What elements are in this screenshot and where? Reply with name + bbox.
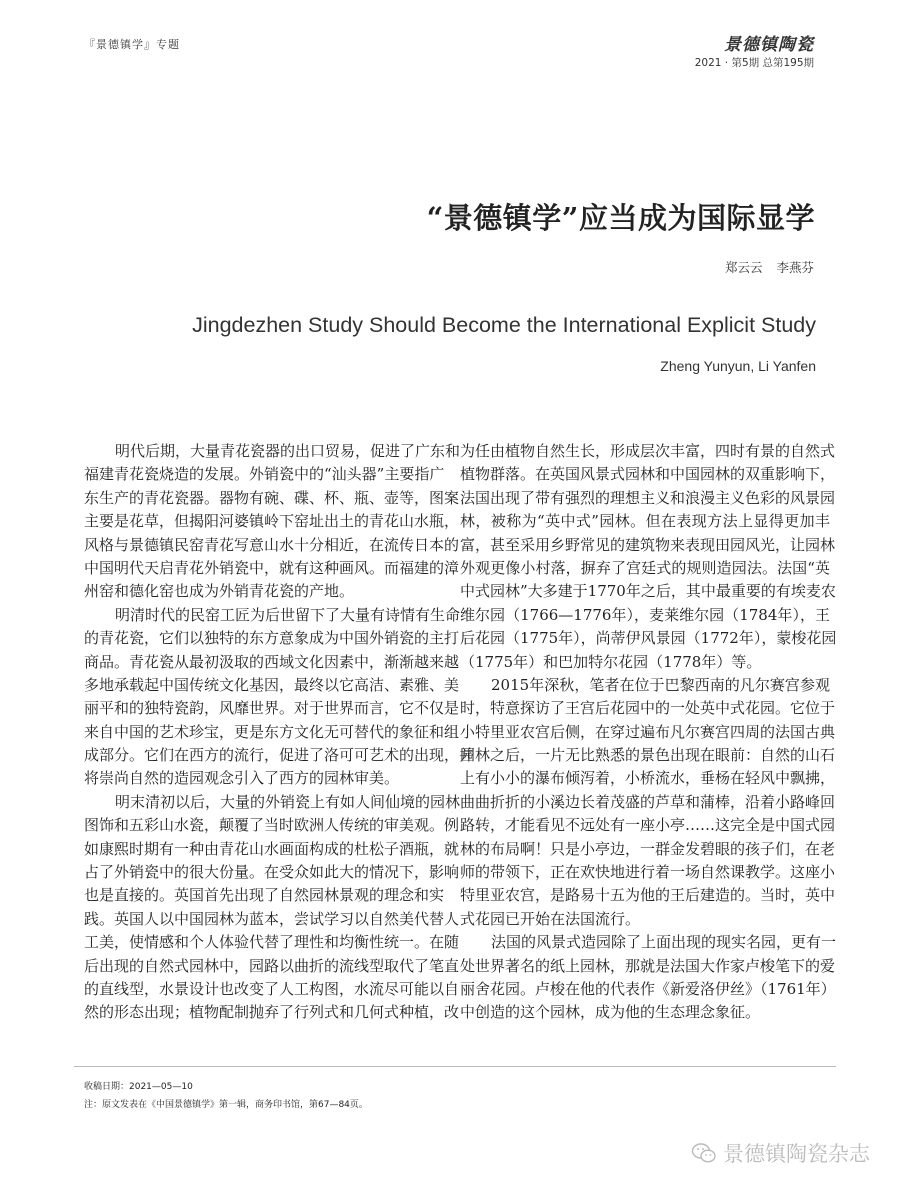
text-line: 成部分。它们在西方的流行，促进了洛可可艺术的出现，并 bbox=[84, 746, 475, 765]
paragraph bbox=[84, 604, 475, 791]
text-line: 占了外销瓷中的很大份量。在受众如此大的情况下，影响 bbox=[84, 863, 460, 882]
authors-english: Zheng Yunyun, Li Yanfen bbox=[660, 358, 816, 374]
text-line: 明代后期，大量青花瓷器的出口贸易，促进了广东和 bbox=[115, 442, 461, 460]
text-line: 园林之后，一片无比熟悉的景色出现在眼前：自然的山石 bbox=[460, 746, 836, 765]
text-line: 富，甚至采用乡野常见的建筑物来表现田园风光，让园林 bbox=[460, 535, 836, 554]
text-line: 后花园（1775年），尚蒂伊风景园（1772年），蒙梭花园 bbox=[460, 629, 837, 648]
text-line: 中式园林”大多建于1770年之后，其中最重要的有埃麦农 bbox=[460, 582, 836, 601]
text-line: 明清时代的民窑工匠为后世留下了大量有诗情有生命 bbox=[115, 605, 461, 624]
text-line: 处世界著名的纸上园林，那就是法国大作家卢梭笔下的爱 bbox=[460, 956, 836, 975]
text-line: 将崇尚自然的造园观念引入了西方的园林审美。 bbox=[84, 769, 400, 788]
wechat-icon bbox=[691, 1141, 717, 1165]
issue-info: 2021 · 第5期 总第195期 bbox=[694, 57, 814, 69]
text-line: （1775年）和巴加特尔花园（1778年）等。 bbox=[460, 652, 762, 671]
text-line: 丽舍花园。卢梭在他的代表作《新爱洛伊丝》（1761年） bbox=[460, 979, 836, 998]
text-line: 法国的风景式造园除了上面出现的现实名园，更有一 bbox=[491, 933, 837, 952]
text-line: 法国出现了带有强烈的理想主义和浪漫主义色彩的风景园 bbox=[460, 488, 836, 507]
text-line: 中国明代天启青花外销瓷中，就有这种画风。而福建的漳 bbox=[84, 558, 460, 577]
section-label: 『景德镇学』专题 bbox=[84, 38, 180, 51]
text-line: 时，特意探访了王宫后花园中的一处英中式花园。它位于 bbox=[460, 699, 836, 718]
text-line: 然的形态出现；植物配制抛弃了行列式和几何式种植，改 bbox=[84, 1003, 460, 1022]
text-line: 上有小小的瀑布倾泻着，小桥流水，垂杨在轻风中飘拂， bbox=[460, 769, 836, 788]
paragraph bbox=[460, 440, 837, 674]
article-title: “景德镇学”应当成为国际显学 bbox=[426, 201, 815, 235]
authors-chinese: 郑云云 李燕芬 bbox=[725, 260, 814, 275]
received-date: 收稿日期：2021—05—10 bbox=[84, 1082, 193, 1092]
paragraph bbox=[460, 674, 836, 931]
text-line: 植物群落。在英国风景式园林和中国园林的双重影响下， bbox=[460, 465, 836, 484]
paragraph bbox=[460, 931, 837, 1025]
text-line: 曲曲折折的小溪边长着茂盛的芦草和蒲棒，沿着小路峰回 bbox=[460, 792, 836, 811]
text-line: 维尔园（1766—1776年），麦莱维尔园（1784年），王 bbox=[460, 605, 830, 624]
text-line: 图饰和五彩山水瓷，颠覆了当时欧洲人传统的审美观。例 bbox=[84, 816, 460, 835]
text-line: 来自中国的艺术珍宝，更是东方文化无可替代的象征和组 bbox=[84, 722, 460, 741]
article-title-english: Jingdezhen Study Should Become the International Explicit Study bbox=[192, 313, 816, 337]
paragraph bbox=[84, 440, 461, 604]
text-line: 工美，使情感和个人体验代替了理性和均衡性统一。在随 bbox=[84, 933, 460, 952]
text-line: 风格与景德镇民窑青花写意山水十分相近，在流传日本的 bbox=[84, 535, 460, 554]
text-line: 明末清初以后，大量的外销瓷上有如人间仙境的园林 bbox=[115, 792, 461, 811]
text-line: 商品。青花瓷从最初汲取的西域文化因素中，渐渐越来越 bbox=[84, 652, 460, 671]
text-line: 后出现的自然式园林中，园路以曲折的流线型取代了笔直 bbox=[84, 956, 460, 975]
text-line: 的青花瓷，它们以独特的东方意象成为中国外销瓷的主打 bbox=[84, 629, 460, 648]
source-note: 注：原文发表在《中国景德镇学》第一辑，商务印书馆，第67—84页。 bbox=[84, 1100, 368, 1110]
text-line: 特里亚农宫，是路易十五为他的王后建造的。当时，英中 bbox=[460, 886, 836, 905]
body-column-right bbox=[460, 440, 837, 1025]
text-line: 州窑和德化窑也成为外销青花瓷的产地。 bbox=[84, 582, 355, 601]
text-line: 小特里亚农宫后侧，在穿过遍布凡尔赛宫四周的法国古典 bbox=[460, 722, 836, 741]
text-line: 为任由植物自然生长，形成层次丰富，四时有景的自然式 bbox=[460, 442, 836, 460]
text-line: 丽平和的独特瓷韵，风靡世界。对于世界而言，它不仅是 bbox=[84, 699, 460, 718]
text-line: 中创造的这个园林，成为他的生态理念象征。 bbox=[460, 1003, 761, 1022]
text-line: 福建青花瓷烧造的发展。外销瓷中的“汕头器”主要指广 bbox=[84, 465, 445, 484]
paragraph bbox=[84, 791, 461, 1025]
text-line: 式花园已开始在法国流行。 bbox=[460, 909, 641, 928]
text-line: 如康熙时期有一种由青花山水画面构成的杜松子酒瓶，就 bbox=[84, 839, 460, 858]
text-line: 外观更像小村落，摒弃了宫廷式的规则造园法。法国“英 bbox=[460, 558, 830, 577]
text-line: 主要是花草，但揭阳河婆镇岭下窑址出土的青花山水瓶， bbox=[84, 512, 460, 531]
text-line: 东生产的青花瓷器。器物有碗、碟、杯、瓶、壶等，图案 bbox=[84, 488, 460, 507]
text-line: 的直线型，水景设计也改变了人工构图，水流尽可能以自 bbox=[84, 979, 460, 998]
text-line: 2015年深秋，笔者在位于巴黎西南的凡尔赛宫参观 bbox=[491, 675, 830, 694]
text-line: 林，被称为“英中式”园林。但在表现方法上显得更加丰 bbox=[460, 512, 830, 531]
journal-logo: 景德镇陶瓷 bbox=[724, 35, 814, 55]
text-line: 路转，才能看见不远处有一座小亭……这完全是中国式园 bbox=[460, 816, 836, 835]
text-line: 也是直接的。英国首先出现了自然园林景观的理念和实 bbox=[84, 886, 445, 905]
text-line: 林的布局啊！只是小亭边，一群金发碧眼的孩子们，在老 bbox=[460, 839, 836, 858]
text-line: 多地承载起中国传统文化基因，最终以它高洁、素雅、美 bbox=[84, 675, 460, 694]
text-line: 践。英国人以中国园林为蓝本，尝试学习以自然美代替人 bbox=[84, 909, 460, 928]
text-line: 师的带领下，正在欢快地进行着一场自然课教学。这座小 bbox=[460, 863, 836, 882]
footer-divider bbox=[74, 1066, 836, 1067]
watermark bbox=[691, 1138, 870, 1168]
body-column-left bbox=[84, 440, 475, 1025]
watermark-text: 景德镇陶瓷杂志 bbox=[723, 1142, 870, 1166]
